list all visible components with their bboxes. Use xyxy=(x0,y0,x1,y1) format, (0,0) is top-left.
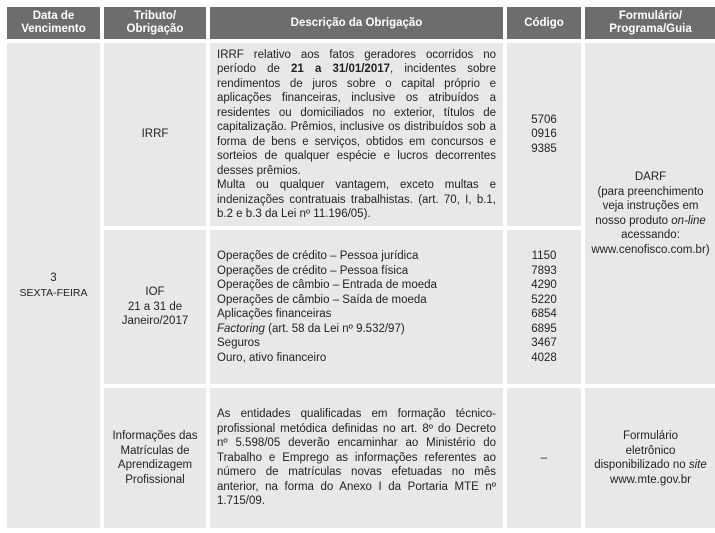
formulario-darf: DARF (para preenchimento veja instruções em nosso produto on-line acessando: www.cenofisco.com.br) xyxy=(585,43,715,384)
tributo-irrf: IRRF xyxy=(104,43,206,226)
date-weekday: SEXTA-FEIRA xyxy=(19,286,88,299)
formulario-eletronico: Formulário eletrônico disponibilizado no site www.mte.gov.br xyxy=(585,388,715,528)
header-data-vencimento: Data de Vencimento xyxy=(7,7,100,39)
date-cell xyxy=(7,43,100,528)
codigos-iof: 1150 7893 4290 5220 6854 6895 3467 4028 xyxy=(507,230,581,384)
date-day: 3 xyxy=(50,272,57,284)
table-row xyxy=(7,388,715,528)
tributo-aprendizagem: Informações das Matrículas de Aprendizagem Profissional xyxy=(104,388,206,528)
descricao-irrf: IRRF relativo aos fatos geradores ocorridos no período de 21 a 31/01/2017, incidentes sobre rendimentos de juros sobre o capital próprio e aplicações financeiras, inclusive os atribuídos a residentes ou domiciliados no exterior, títulos de capitalização. Prêmios, inclusive os distribuídos sob a forma de bens e serviços, obtidos em concursos e sorteios de qualquer espécie e lucros decorrentes desses prêmios. Multa ou qualquer vantagem, exceto multas e indenizações contratuais trabalhistas. (art. 70, I, b.1, b.2 e b.3 da Lei nº 11.196/05). xyxy=(210,43,503,226)
header-formulario: Formulário/ Programa/Guia xyxy=(585,7,715,39)
header-descricao: Descrição da Obrigação xyxy=(210,7,503,39)
codigo-aprendizagem: – xyxy=(507,388,581,528)
descricao-aprendizagem: As entidades qualificadas em formação técnico-profissional metódica definidas no art. 8º do Decreto nº 5.598/05 deverão encaminhar ao Ministério do Trabalho e Emprego as informações referentes ao número de matrículas novas efetuadas no mês anterior, na forma do Anexo I da Portaria MTE nº 1.715/09. xyxy=(210,388,503,528)
table-header-row xyxy=(7,7,715,39)
descricao-iof: Operações de crédito – Pessoa jurídica Operações de crédito – Pessoa física Operações de câmbio – Entrada de moeda Operações de câmbio – Saída de moeda Aplicações financeiras Factoring (art. 58 da Lei nº 9.532/97) Seguros Ouro, ativo financeiro xyxy=(210,230,503,384)
obligations-table xyxy=(3,3,715,532)
table-row xyxy=(7,43,715,226)
codigos-irrf: 5706 0916 9385 xyxy=(507,43,581,226)
tributo-iof: IOF 21 a 31 de Janeiro/2017 xyxy=(104,230,206,384)
header-tributo: Tributo/ Obrigação xyxy=(104,7,206,39)
header-codigo: Código xyxy=(507,7,581,39)
